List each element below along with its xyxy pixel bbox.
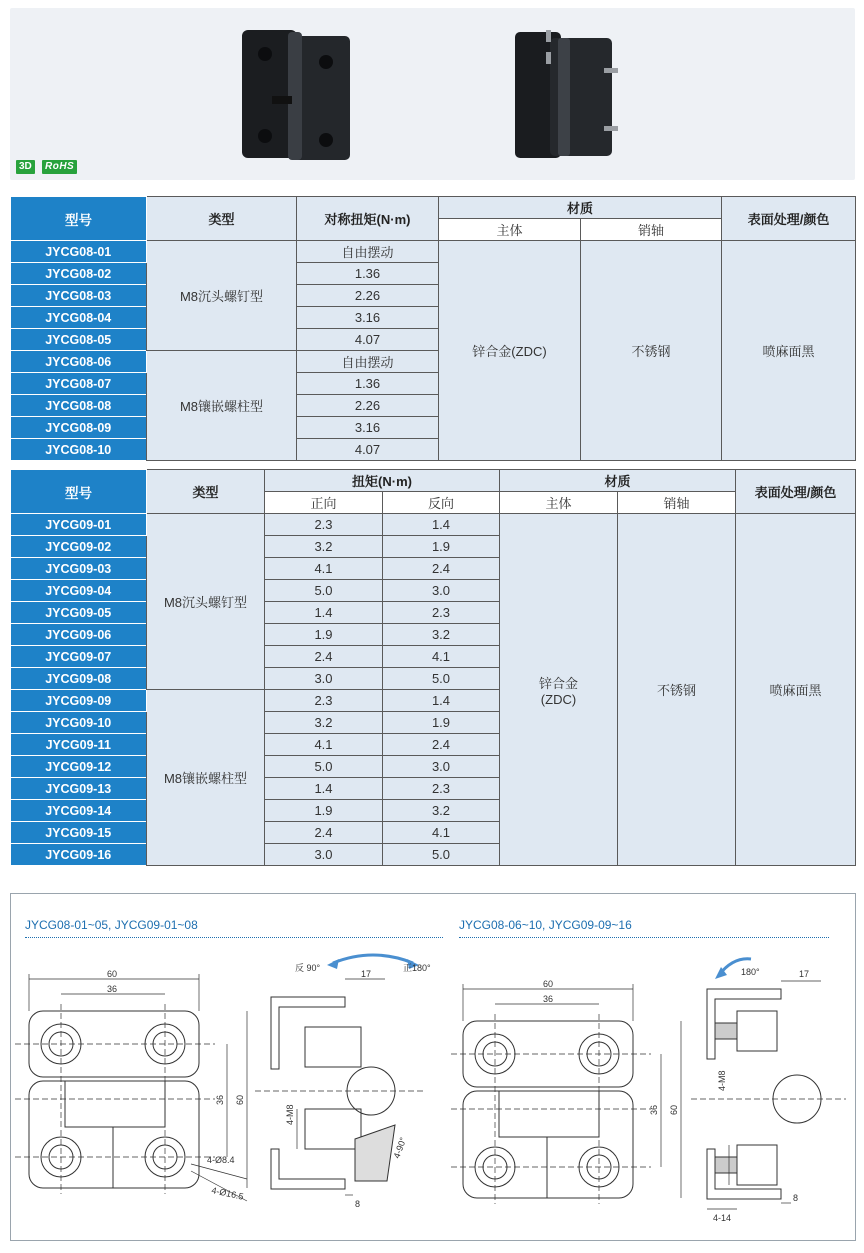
torque-cell: 4.07 [297,439,439,461]
model-cell: JYCG09-04 [11,580,147,602]
model-cell: JYCG09-08 [11,668,147,690]
model-cell: JYCG08-01 [11,241,147,263]
forward-cell: 4.1 [265,734,383,756]
model-cell: JYCG09-12 [11,756,147,778]
body-header: 主体 [439,219,581,241]
torque-header: 扭矩(N·m) [265,470,500,492]
dim-hole-large: 4-Ø16.5 [210,1185,245,1202]
dim-height-outer: 60 [669,1104,679,1115]
pin-material-cell: 不锈钢 [618,514,736,866]
dim-height-inner: 36 [215,1094,225,1105]
type-cell: M8沉头螺钉型 [147,241,297,351]
torque-header: 对称扭矩(N·m) [297,197,439,241]
3d-badge: 3D [16,160,35,174]
model-cell: JYCG09-13 [11,778,147,800]
model-cell: JYCG08-06 [11,351,147,373]
forward-cell: 1.9 [265,624,383,646]
pin-header: 销轴 [618,492,736,514]
spec-table-jycg08 [10,196,856,461]
product-photos [10,8,855,180]
forward-cell: 1.4 [265,602,383,624]
drawing-title-left: JYCG08-01~05, JYCG09-01~08 [25,918,198,932]
model-cell: JYCG09-06 [11,624,147,646]
model-cell: JYCG08-04 [11,307,147,329]
reverse-cell: 2.4 [383,558,500,580]
spec-table-jycg09 [10,469,856,866]
dim-height-outer: 60 [235,1094,245,1105]
drawing-title-rule-left [25,937,443,938]
reverse-cell: 4.1 [383,822,500,844]
dim-thread: 4-M8 [285,1104,295,1125]
forward-cell: 2.3 [265,514,383,536]
body-header: 主体 [500,492,618,514]
product-photo-strip [10,8,855,180]
drawing-right [451,949,851,1234]
model-cell: JYCG09-11 [11,734,147,756]
reverse-cell: 1.9 [383,536,500,558]
forward-cell: 2.4 [265,646,383,668]
finish-cell: 喷麻面黑 [722,241,856,461]
model-cell: JYCG09-14 [11,800,147,822]
model-cell: JYCG09-03 [11,558,147,580]
drawing-title-rule-right [459,937,829,938]
drawing-title-right: JYCG08-06~10, JYCG09-09~16 [459,918,632,932]
dim-side-17: 17 [361,969,372,979]
dim-thickness: 8 [355,1199,361,1209]
dim-width-inner: 36 [543,994,554,1004]
torque-cell: 2.26 [297,285,439,307]
forward-cell: 4.1 [265,558,383,580]
body-material-cell: 锌合金(ZDC) [439,241,581,461]
model-cell: JYCG09-05 [11,602,147,624]
finish-header: 表面处理/颜色 [736,470,856,514]
type-cell: M8镶嵌螺柱型 [147,351,297,461]
dim-hole-small: 4-Ø8.4 [207,1155,235,1165]
model-cell: JYCG08-05 [11,329,147,351]
body-material-line2: (ZDC) [540,691,577,707]
forward-cell: 5.0 [265,580,383,602]
rohs-badge: RoHS [42,160,77,174]
forward-cell: 2.4 [265,822,383,844]
torque-cell: 1.36 [297,373,439,395]
model-cell: JYCG09-10 [11,712,147,734]
body-material-cell [500,514,618,866]
model-cell: JYCG09-02 [11,536,147,558]
reverse-cell: 2.3 [383,778,500,800]
finish-header: 表面处理/颜色 [722,197,856,241]
model-cell: JYCG08-08 [11,395,147,417]
reverse-cell: 3.0 [383,580,500,602]
dim-side-17: 17 [799,969,810,979]
reverse-cell: 1.4 [383,514,500,536]
reverse-header: 反向 [383,492,500,514]
type-header: 类型 [147,197,297,241]
torque-cell: 3.16 [297,417,439,439]
model-cell: JYCG09-01 [11,514,147,536]
reverse-cell: 2.3 [383,602,500,624]
dim-angle: 180° [741,967,760,977]
model-cell: JYCG08-02 [11,263,147,285]
reverse-cell: 3.2 [383,800,500,822]
forward-header: 正向 [265,492,383,514]
reverse-cell: 3.2 [383,624,500,646]
reverse-cell: 5.0 [383,668,500,690]
finish-cell: 喷麻面黑 [736,514,856,866]
dim-thickness: 8 [793,1193,799,1203]
material-header: 材质 [500,470,736,492]
torque-cell: 3.16 [297,307,439,329]
torque-cell: 1.36 [297,263,439,285]
model-cell: JYCG08-09 [11,417,147,439]
reverse-cell: 2.4 [383,734,500,756]
type-cell: M8沉头螺钉型 [147,514,265,690]
forward-cell: 3.2 [265,712,383,734]
model-cell: JYCG08-10 [11,439,147,461]
dim-forward-angle: 正180° [403,963,431,973]
model-cell: JYCG08-07 [11,373,147,395]
torque-cell: 2.26 [297,395,439,417]
torque-cell: 自由摆动 [297,241,439,263]
dim-height-inner: 36 [649,1104,659,1115]
technical-drawings-panel [10,893,856,1241]
forward-cell: 1.4 [265,778,383,800]
material-header: 材质 [439,197,722,219]
forward-cell: 3.0 [265,668,383,690]
reverse-cell: 1.4 [383,690,500,712]
reverse-cell: 5.0 [383,844,500,866]
dim-stud-length: 4-14 [713,1213,732,1223]
type-cell: M8镶嵌螺柱型 [147,690,265,866]
type-header: 类型 [147,470,265,514]
hinge-photo-front [242,30,350,160]
model-cell: JYCG09-07 [11,646,147,668]
dim-width-inner: 36 [107,984,118,994]
model-cell: JYCG08-03 [11,285,147,307]
dim-thread: 4-M8 [717,1070,727,1091]
forward-cell: 5.0 [265,756,383,778]
dim-chamfer: 4-90° [391,1135,409,1160]
dim-width-outer: 60 [543,979,554,989]
dim-width-outer: 60 [107,969,118,979]
hinge-photo-studs [515,30,618,158]
pin-header: 销轴 [581,219,722,241]
model-header: 型号 [11,470,147,514]
reverse-cell: 3.0 [383,756,500,778]
forward-cell: 3.0 [265,844,383,866]
forward-cell: 2.3 [265,690,383,712]
forward-cell: 3.2 [265,536,383,558]
dim-reverse-angle: 反 90° [295,963,321,973]
forward-cell: 1.9 [265,800,383,822]
reverse-cell: 4.1 [383,646,500,668]
torque-cell: 自由摆动 [297,351,439,373]
torque-cell: 4.07 [297,329,439,351]
pin-material-cell: 不锈钢 [581,241,722,461]
model-cell: JYCG09-16 [11,844,147,866]
body-material-line1: 锌合金 [538,675,578,691]
model-cell: JYCG09-09 [11,690,147,712]
model-header: 型号 [11,197,147,241]
model-cell: JYCG09-15 [11,822,147,844]
drawing-left [15,949,445,1234]
reverse-cell: 1.9 [383,712,500,734]
